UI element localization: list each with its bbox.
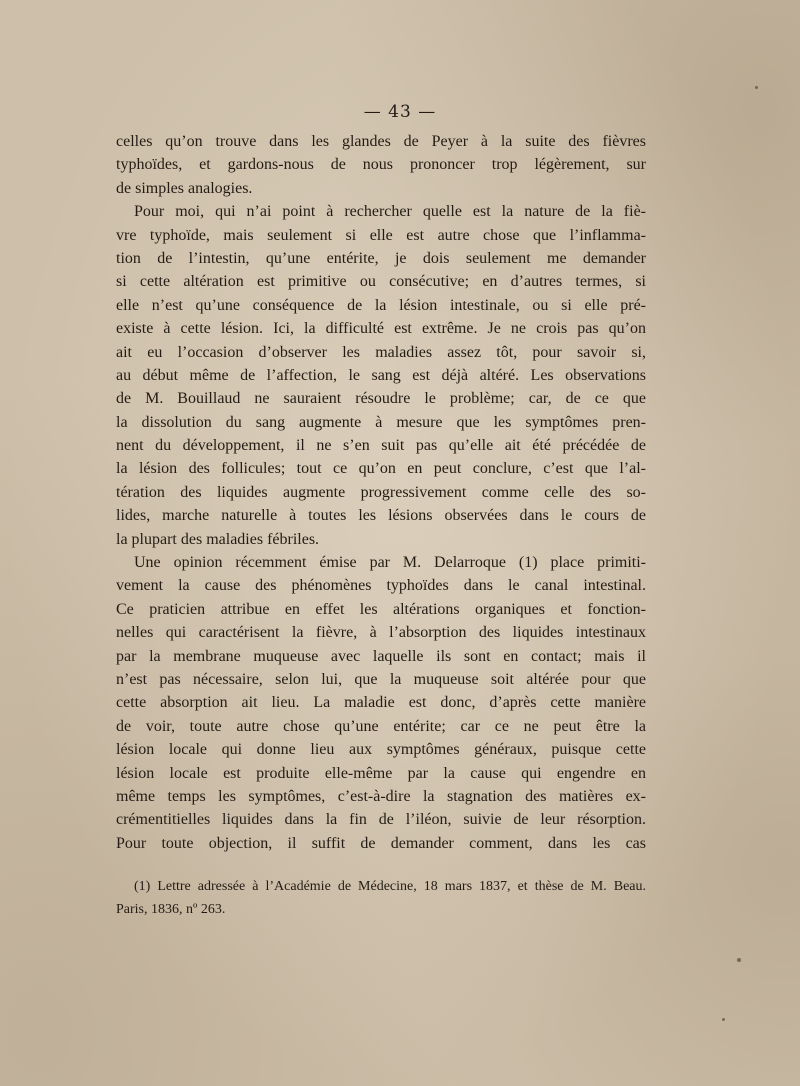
paper-speck: [737, 958, 741, 962]
text-line: celles qu’on trouve dans les glandes de Peyer à la suite des fièvres: [116, 133, 646, 150]
text-line: tion de l’intestin, qu’une entérite, je dois seulement me demander: [116, 249, 646, 267]
text-line: par la membrane muqueuse avec laquelle ils sont en contact; mais il: [116, 647, 646, 665]
text-line: elle n’est qu’une conséquence de la lésion intestinale, ou si elle pré-: [116, 296, 646, 314]
text-line: Une opinion récemment émise par M. Delarroque (1) place primiti-: [134, 554, 646, 572]
text-line: de M. Bouillaud ne sauraient résoudre le problème; car, de ce que: [116, 390, 646, 408]
text-line: de voir, toute autre chose qu’une entérite; car ce ne peut être la: [116, 717, 646, 735]
text-line: la lésion des follicules; tout ce qu’on en peut conclure, c’est que l’al-: [116, 460, 646, 478]
text-line: lésion locale qui donne lieu aux symptômes généraux, puisque cette: [116, 741, 646, 759]
footnote-line: (1) Lettre adressée à l’Académie de Médecine, 18 mars 1837, et thèse de M. Beau.: [134, 879, 646, 894]
footnote: [116, 875, 646, 921]
text-line: nelles qui caractérisent la fièvre, à l’absorption des liquides intestinaux: [116, 624, 646, 642]
page-number: — 43 —: [363, 102, 437, 122]
text-line: la plupart des maladies fébriles.: [116, 530, 320, 548]
text-line: cette absorption ait lieu. La maladie est donc, d’après cette manière: [116, 694, 646, 712]
text-line: n’est pas nécessaire, selon lui, que la muqueuse soit altérée pour que: [116, 670, 646, 688]
text-line: vement la cause des phénomènes typhoïdes dans le canal intestinal.: [116, 577, 646, 595]
text-line: nent du développement, il ne s’en suit pas qu’elle ait été précédée de: [116, 437, 646, 455]
text-line: Pour moi, qui n’ai point à rechercher quelle est la nature de la fiè-: [134, 203, 646, 221]
text-line: crémentitielles liquides dans la fin de l’iléon, suivie de leur résorption.: [116, 811, 646, 829]
paper-speck: [755, 86, 758, 89]
footnote-line: Paris, 1836, nº 263.: [116, 902, 226, 917]
text-line: tération des liquides augmente progressivement comme celle des so-: [116, 483, 646, 501]
paper-speck: [722, 1018, 725, 1021]
text-line: lésion locale est produite elle-même par la cause qui engendre en: [116, 764, 646, 782]
body-text: [116, 130, 646, 855]
text-line: vre typhoïde, mais seulement si elle est autre chose que l’inflamma-: [116, 226, 646, 244]
text-line: ait eu l’occasion d’observer les maladies assez tôt, pour savoir si,: [116, 343, 646, 361]
text-line: lides, marche naturelle à toutes les lésions observées dans le cours de: [116, 507, 646, 525]
text-line: la dissolution du sang augmente à mesure que les symptômes pren-: [116, 413, 646, 431]
text-line: Pour toute objection, il suffit de demander comment, dans les cas: [116, 834, 646, 852]
text-line: typhoïdes, et gardons-nous de nous prononcer trop légèrement, sur: [116, 156, 646, 174]
text-line: même temps les symptômes, c’est-à-dire la stagnation des matières ex-: [116, 787, 646, 805]
text-line: Ce praticien attribue en effet les altérations organiques et fonction-: [116, 600, 646, 618]
text-line: si cette altération est primitive ou consécutive; en d’autres termes, si: [116, 273, 646, 291]
text-line: au début même de l’affection, le sang est déjà altéré. Les observations: [116, 366, 646, 384]
text-line: existe à cette lésion. Ici, la difficulté est extrême. Je ne crois pas qu’on: [116, 320, 646, 338]
text-line: de simples analogies.: [116, 179, 253, 197]
